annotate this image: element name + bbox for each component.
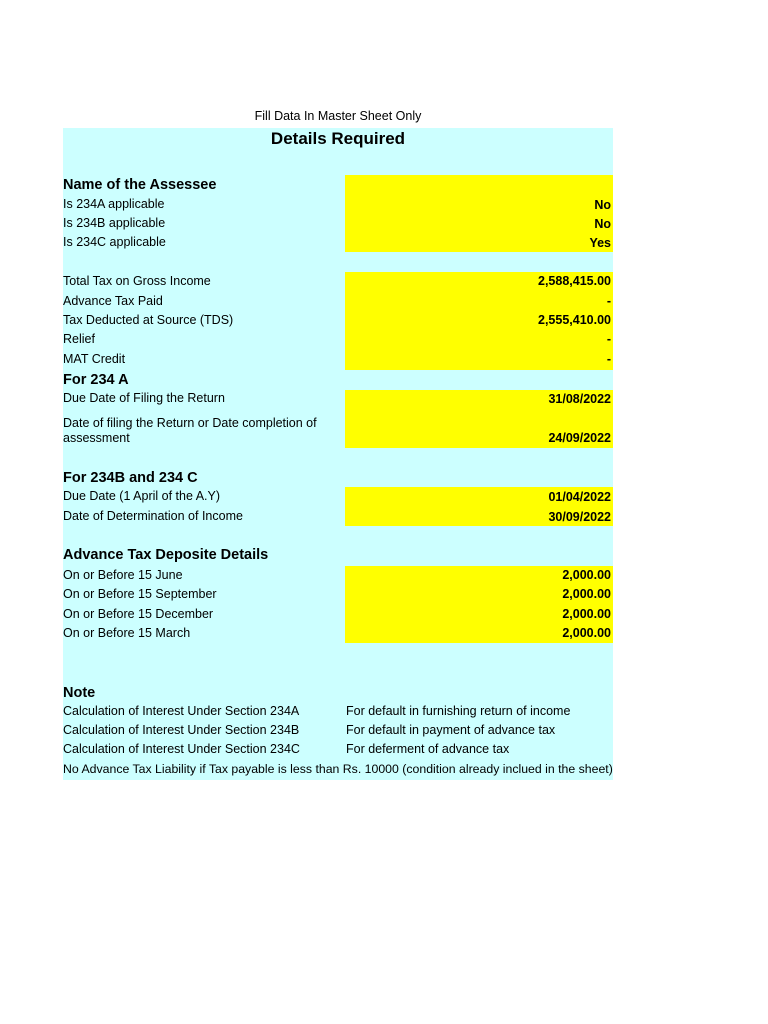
row-value-tds[interactable]: 2,555,410.00 bbox=[538, 313, 611, 327]
row-label: Total Tax on Gross Income bbox=[63, 274, 211, 288]
row-label: Is 234A applicable bbox=[63, 197, 165, 211]
note-description: For default in payment of advance tax bbox=[346, 723, 556, 737]
row-label: On or Before 15 September bbox=[63, 587, 217, 601]
row-label: Due Date (1 April of the A.Y) bbox=[63, 489, 221, 503]
note-description: For default in furnishing return of income bbox=[346, 704, 571, 718]
sheet-caption: Fill Data In Master Sheet Only bbox=[254, 109, 422, 123]
row-label: Date of Determination of Income bbox=[63, 509, 243, 523]
note-label: Calculation of Interest Under Section 234C bbox=[63, 742, 300, 756]
row-label: On or Before 15 June bbox=[63, 568, 183, 582]
assessee-heading: Name of the Assessee bbox=[63, 177, 217, 193]
row-value-september[interactable]: 2,000.00 bbox=[562, 587, 611, 601]
row-value-due-date-filing[interactable]: 31/08/2022 bbox=[548, 392, 611, 406]
row-label: Due Date of Filing the Return bbox=[63, 391, 225, 405]
row-value-due-date-ay[interactable]: 01/04/2022 bbox=[548, 490, 611, 504]
row-label: Relief bbox=[63, 332, 95, 346]
row-label: Is 234C applicable bbox=[63, 235, 166, 249]
row-label: Tax Deducted at Source (TDS) bbox=[63, 313, 234, 327]
row-label: On or Before 15 December bbox=[63, 607, 214, 621]
row-value-total-tax[interactable]: 2,588,415.00 bbox=[538, 274, 611, 288]
s234bc-heading: For 234B and 234 C bbox=[63, 470, 198, 486]
row-value-mat-credit[interactable]: - bbox=[606, 352, 611, 366]
page-title: Details Required bbox=[270, 129, 406, 148]
note-footer: No Advance Tax Liability if Tax payable is less than Rs. 10000 (condition already inclued in the sheet) bbox=[63, 762, 613, 776]
note-heading: Note bbox=[63, 685, 96, 701]
note-label: Calculation of Interest Under Section 234B bbox=[63, 723, 300, 737]
row-label: Date of filing the Return or Date completion of assessment bbox=[63, 416, 317, 445]
row-label: On or Before 15 March bbox=[63, 626, 191, 640]
row-value-june[interactable]: 2,000.00 bbox=[562, 568, 611, 582]
row-label: Is 234B applicable bbox=[63, 216, 166, 230]
row-value-234b[interactable]: No bbox=[594, 217, 611, 231]
row-value-234c[interactable]: Yes bbox=[589, 236, 611, 250]
row-value-march[interactable]: 2,000.00 bbox=[562, 626, 611, 640]
row-value-234a[interactable]: No bbox=[594, 198, 611, 212]
row-value-date-filing[interactable]: 24/09/2022 bbox=[548, 431, 611, 445]
row-value-determination[interactable]: 30/09/2022 bbox=[548, 510, 611, 524]
row-label: MAT Credit bbox=[63, 352, 126, 366]
row-label: Advance Tax Paid bbox=[63, 294, 163, 308]
note-description: For deferment of advance tax bbox=[346, 742, 510, 756]
row-value-advance-tax[interactable]: - bbox=[606, 294, 611, 308]
row-value-december[interactable]: 2,000.00 bbox=[562, 607, 611, 621]
row-value-relief[interactable]: - bbox=[606, 332, 611, 346]
advance-heading: Advance Tax Deposite Details bbox=[63, 547, 269, 563]
note-label: Calculation of Interest Under Section 234A bbox=[63, 704, 300, 718]
s234a-heading: For 234 A bbox=[63, 372, 129, 388]
